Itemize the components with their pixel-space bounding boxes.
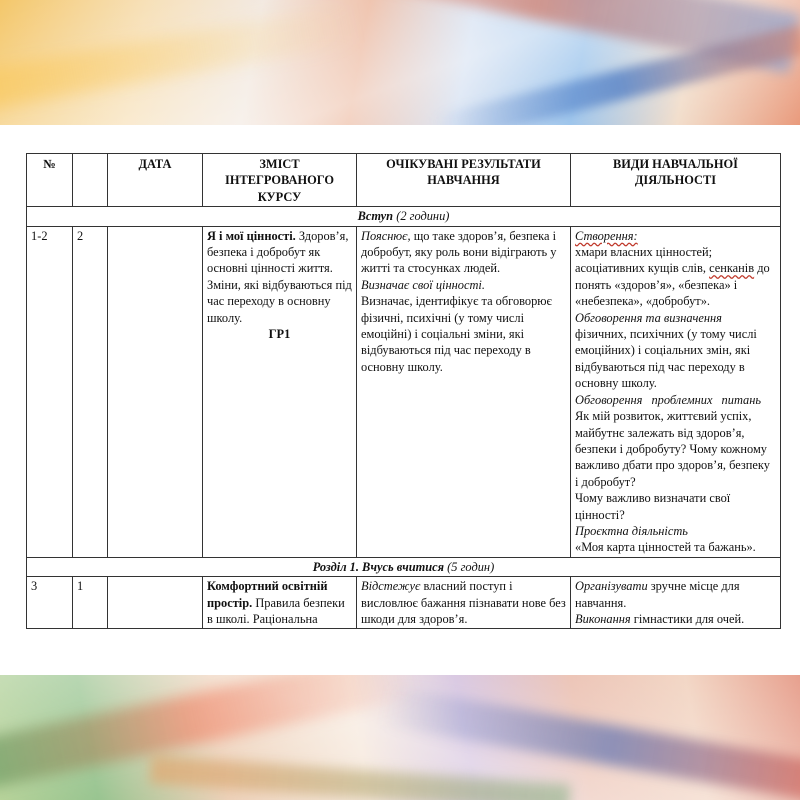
- header-date: ДАТА: [108, 154, 203, 207]
- section-title: Вступ (2 години): [27, 207, 781, 226]
- decorative-banner-bottom: [0, 675, 800, 800]
- row-content: Я і мої цінності. Здоров’я, безпека і добробут як основні цінності життя. Зміни, які відбуваються під час переходу в основну школу. ГР1: [203, 226, 357, 557]
- row-results: Відстежує власний поступ і висловлює бажання пізнавати нове без шкоди для здоров’я.: [357, 577, 571, 629]
- row-number: 3: [27, 577, 73, 629]
- table-row: [27, 226, 781, 557]
- section-row-intro: [27, 207, 781, 226]
- table-header-row: [27, 154, 781, 207]
- row-activities: Створення: хмари власних цінностей; асоціативних кущів слів, сенканів до понять «здоров’я», «безпека» і «небезпека», «добробут». Обговорення та визначення фізичних, психічних (у тому числі емоційних) і соціальних змін, які відбуваються під час переходу в основну школу. Обговорення проблемних питань Як мій розвиток, життєвий успіх, майбутнє залежать від здоров’я, безпеки і добробуту? Чому кожному важливо дбати про здоров’я, безпеку і добробут? Чому важливо визначати свої цінності? Проєктна діяльність «Моя карта цінностей та бажань».: [571, 226, 781, 557]
- row-date: [108, 226, 203, 557]
- header-results: ОЧІКУВАНІ РЕЗУЛЬТАТИ НАВЧАННЯ: [357, 154, 571, 207]
- header-number: №: [27, 154, 73, 207]
- header-content: ЗМІСТ ІНТЕГРОВАНОГО КУРСУ: [203, 154, 357, 207]
- row-results: Пояснює, що таке здоров’я, безпека і добробут, яку роль вони відіграють у житті та стосунках людей. Визначає свої цінності. Визначає, ідентифікує та обговорює фізичні, психічні (у тому числі емоційні) і соціальні зміни, які відбуваються під час переходу в основну школу.: [357, 226, 571, 557]
- header-activities: ВИДИ НАВЧАЛЬНОЇ ДІЯЛЬНОСТІ: [571, 154, 781, 207]
- section-row-chapter-1: [27, 557, 781, 576]
- activity-create-label: Створення:: [575, 228, 638, 243]
- section-title: Розділ 1. Вчусь вчитися (5 годин): [27, 557, 781, 576]
- row-lesson-count: 1: [73, 577, 108, 629]
- row-activities: Організувати зручне місце для навчання. Виконання гімнастики для очей.: [571, 577, 781, 629]
- decorative-banner-top: [0, 0, 800, 125]
- table-row: [27, 577, 781, 629]
- competency-code: ГР1: [268, 327, 291, 342]
- row-date: [108, 577, 203, 629]
- row-number: 1-2: [27, 226, 73, 557]
- document-page: [26, 153, 780, 629]
- header-blank: [73, 154, 108, 207]
- row-content: Комфортний освітній простір. Правила безпеки в школі. Раціональна: [203, 577, 357, 629]
- row-lesson-count: 2: [73, 226, 108, 557]
- lesson-plan-table: [26, 153, 781, 629]
